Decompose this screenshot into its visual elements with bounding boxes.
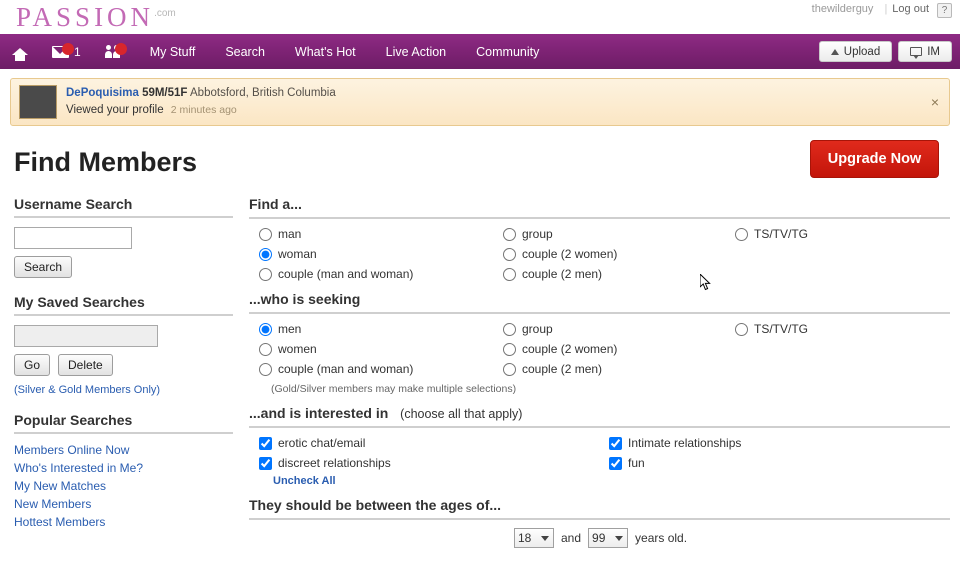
nav-item-community[interactable]: Community [476,44,540,59]
radio-find-couple-2women[interactable] [503,247,735,261]
option-label[interactable]: couple (man and woman) [278,362,414,376]
option-label[interactable]: couple (2 women) [522,247,618,261]
current-username: thewilderguy [811,3,874,15]
interests-heading-sub: (choose all that apply) [400,407,523,421]
username-search-title: Username Search [14,196,233,218]
option-label[interactable]: erotic chat/email [278,436,366,450]
radio-input[interactable] [259,248,272,261]
logo-suffix: .com [154,8,176,19]
chevron-down-icon [615,536,623,541]
radio-input[interactable] [503,363,516,376]
popular-searches-list [10,443,235,529]
close-icon[interactable]: × [930,94,939,110]
option-label[interactable]: men [278,322,302,336]
people-badge-icon [115,43,127,55]
list-item [14,479,235,493]
uncheck-all-link[interactable]: Uncheck All [273,475,336,487]
radio-seeking-couple-2men[interactable] [503,362,735,376]
age-suffix-label: years old. [635,531,688,545]
option-label[interactable]: man [278,227,302,241]
sidebar-link-whos-interested[interactable]: Who's Interested in Me? [14,461,144,475]
page-title: Find Members [14,147,198,177]
radio-seeking-couple-2women[interactable] [503,342,735,356]
option-label[interactable]: woman [278,247,317,261]
option-label[interactable]: group [522,322,553,336]
radio-input[interactable] [735,228,748,241]
radio-seeking-women[interactable] [259,342,503,356]
saved-searches-title: My Saved Searches [14,294,233,316]
age-min-select[interactable] [514,528,554,548]
radio-input[interactable] [503,228,516,241]
radio-input[interactable] [735,323,748,336]
saved-search-go-button[interactable]: Go [14,354,50,376]
nav-home[interactable] [0,34,40,69]
option-label[interactable]: couple (2 women) [522,342,618,356]
radio-find-couple-2men[interactable] [503,267,735,281]
radio-input[interactable] [259,268,272,281]
option-label[interactable]: TS/TV/TG [754,322,808,336]
notification-location: Abbotsford, British Columbia [190,87,336,100]
notification-time: 2 minutes ago [170,104,237,116]
checkbox-input[interactable] [259,437,272,450]
interests-options [259,436,950,470]
radio-input[interactable] [259,343,272,356]
sidebar-link-new-members[interactable]: New Members [14,497,92,511]
help-icon[interactable]: ? [937,3,952,18]
radio-find-couple-man-woman[interactable] [259,267,503,281]
sidebar-link-hottest-members[interactable]: Hottest Members [14,515,106,529]
checkbox-erotic-chat-email[interactable] [259,436,609,450]
home-icon [12,48,28,55]
seeking-heading: ...who is seeking [249,291,950,314]
popular-searches-title: Popular Searches [14,412,233,434]
option-label[interactable]: TS/TV/TG [754,227,808,241]
radio-input[interactable] [259,363,272,376]
nav-people[interactable] [93,34,135,69]
spacer [735,247,950,261]
seeking-options [259,322,950,395]
nav-mail[interactable] [40,34,93,69]
list-item [14,461,235,475]
age-max-select[interactable] [588,528,628,548]
option-label[interactable]: Intimate relationships [628,436,742,450]
radio-input[interactable] [503,248,516,261]
chat-bubble-icon [910,47,922,56]
radio-input[interactable] [503,323,516,336]
checkbox-discreet-relationships[interactable] [259,456,609,470]
sidebar [10,196,235,548]
logo-letters: PASSION [16,2,155,32]
username-search-input[interactable] [14,227,132,249]
option-label[interactable]: fun [628,456,645,470]
checkbox-input[interactable] [259,457,272,470]
interests-heading [249,405,950,428]
age-range-row [514,528,950,548]
age-max-value: 99 [592,531,606,545]
radio-seeking-couple-man-woman[interactable] [259,362,503,376]
notification-username-link[interactable]: DePoquisima [66,87,139,100]
list-item [14,515,235,529]
nav-item-my-stuff[interactable]: My Stuff [149,44,196,59]
checkbox-input[interactable] [609,437,622,450]
checkbox-fun[interactable] [609,456,950,470]
find-a-options [259,227,950,281]
list-item [14,497,235,511]
spacer [735,267,950,281]
radio-find-man[interactable] [259,227,503,241]
find-a-heading: Find a... [249,196,950,219]
checkbox-input[interactable] [609,457,622,470]
notification-avatar[interactable] [19,85,57,119]
im-button[interactable] [898,41,952,62]
radio-input[interactable] [259,323,272,336]
site-logo[interactable] [16,2,176,33]
radio-find-group[interactable] [503,227,735,241]
option-label[interactable]: couple (2 men) [522,267,603,281]
option-label[interactable]: discreet relationships [278,456,391,470]
upgrade-now-button[interactable]: Upgrade Now [810,140,939,178]
mail-count: 1 [74,44,81,59]
radio-input[interactable] [259,228,272,241]
logout-link[interactable]: Log out [892,3,929,15]
radio-seeking-group[interactable] [503,322,735,336]
upload-label: Upload [843,45,881,58]
radio-seeking-men[interactable] [259,322,503,336]
option-label[interactable]: couple (2 men) [522,362,603,376]
main-navigation [0,34,960,69]
list-item [14,443,235,457]
age-and-label: and [561,531,582,545]
chevron-down-icon [541,536,549,541]
checkbox-intimate-relationships[interactable] [609,436,950,450]
notification-body [66,85,336,118]
nav-item-live-action[interactable]: Live Action [385,44,447,59]
logo-text [16,2,176,32]
ages-heading: They should be between the ages of... [249,497,950,520]
radio-input[interactable] [503,343,516,356]
age-min-value: 18 [518,531,532,545]
username-search-button[interactable]: Search [14,256,72,278]
nav-left-group [0,34,554,69]
option-label[interactable]: couple (man and woman) [278,267,414,281]
saved-search-delete-button[interactable]: Delete [58,354,113,376]
radio-seeking-tstvtg[interactable] [735,322,950,336]
notification-action: Viewed your profile [66,104,164,116]
radio-input[interactable] [503,268,516,281]
spacer [735,362,950,376]
seeking-hint: (Gold/Silver members may make multiple selections) [271,383,517,395]
option-label[interactable]: group [522,227,553,241]
sidebar-link-my-new-matches[interactable]: My New Matches [14,479,107,493]
saved-searches-select[interactable] [14,325,158,347]
search-form [235,196,950,548]
notification-action-line [66,102,336,119]
interests-heading-text: ...and is interested in [249,405,389,421]
members-only-note: (Silver & Gold Members Only) [14,384,161,396]
mail-badge-icon [62,43,74,55]
upload-button[interactable] [819,41,892,62]
notification-agesex: 59M/51F [142,87,188,100]
divider: | [884,3,888,15]
notification-headline [66,85,336,102]
upload-icon [831,49,839,55]
nav-right-group [819,41,952,62]
radio-find-woman[interactable] [259,247,503,261]
nav-item-search[interactable]: Search [225,44,265,59]
notification-banner [10,78,950,126]
main-content [0,196,960,548]
page-header [10,126,950,196]
sidebar-link-members-online-now[interactable]: Members Online Now [14,443,130,457]
spacer [735,342,950,356]
nav-item-whats-hot[interactable]: What's Hot [294,44,356,59]
radio-find-tstvtg[interactable] [735,227,950,241]
option-label[interactable]: women [278,342,317,356]
im-label: IM [927,45,940,58]
